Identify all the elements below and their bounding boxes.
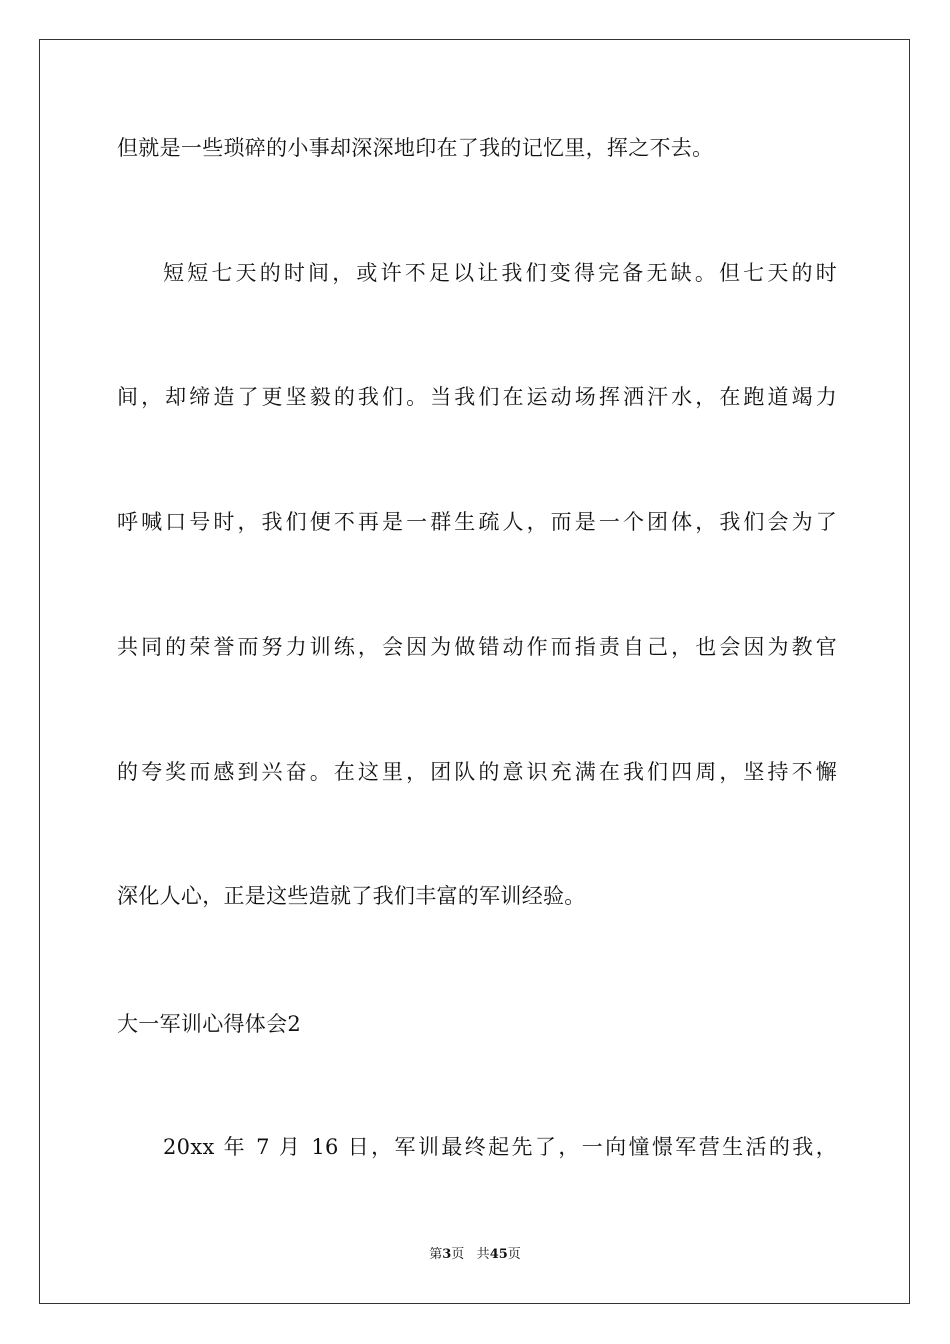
page-border <box>39 39 910 1304</box>
paragraph-line: 短短七天的时间，或许不足以让我们变得完备无缺。但七天的时 <box>163 261 837 285</box>
total-pages: 45 <box>489 1247 508 1262</box>
page-footer <box>0 1245 950 1265</box>
section-heading: 大一军训心得体会2 <box>117 1012 302 1036</box>
paragraph-line: 20xx 年 7 月 16 日，军训最终起先了，一向憧憬军营生活的我， <box>163 1135 837 1159</box>
paragraph-line: 深化人心，正是这些造就了我们丰富的军训经验。 <box>117 884 586 908</box>
paragraph-line: 但就是一些琐碎的小事却深深地印在了我的记忆里，挥之不去。 <box>117 136 714 160</box>
paragraph-line: 间，却缔造了更坚毅的我们。当我们在运动场挥洒汗水，在跑道竭力 <box>117 385 837 409</box>
paragraph-line: 呼喊口号时，我们便不再是一群生疏人，而是一个团体，我们会为了 <box>117 510 837 534</box>
page-suffix: 页 <box>451 1247 465 1262</box>
paragraph-line: 共同的荣誉而努力训练，会因为做错动作而指责自己，也会因为教官 <box>117 635 837 659</box>
total-suffix: 页 <box>507 1247 521 1262</box>
paragraph-line: 的夸奖而感到兴奋。在这里，团队的意识充满在我们四周，坚持不懈 <box>117 760 837 784</box>
total-prefix: 共 <box>476 1247 490 1262</box>
page-prefix: 第 <box>429 1247 443 1262</box>
page-number: 3 <box>442 1247 452 1262</box>
